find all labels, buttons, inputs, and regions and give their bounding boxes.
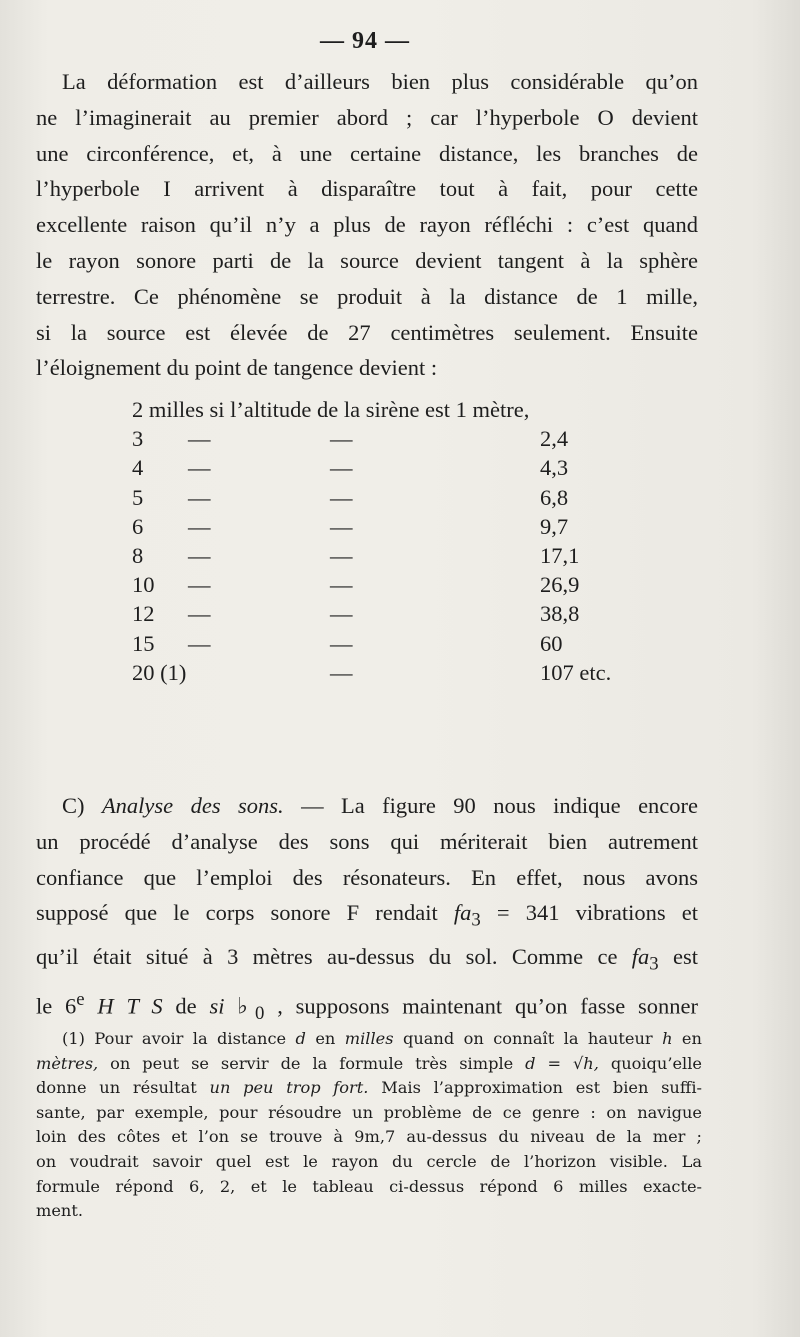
paragraph-analyse-des-sons [36, 788, 698, 1032]
altitude-value: 2,4 [540, 426, 569, 452]
text-fragment: supposé que le corps sonore F rendait [36, 900, 438, 926]
note-name: fa [453, 900, 472, 926]
footnote-line [36, 1076, 702, 1101]
text-line: l’hyperbole I arrivent à disparaître tout à fait, pour cette [36, 176, 698, 202]
note-name: si [209, 993, 225, 1019]
octave-index: 3 [649, 953, 659, 975]
ditto-mark: — [188, 455, 211, 481]
ditto-mark: — [330, 455, 353, 481]
ditto-mark: — [188, 484, 211, 510]
text-fragment: = 341 vibrations et [496, 900, 698, 926]
table-row [132, 543, 652, 572]
footnote [36, 1027, 702, 1224]
miles-value: 10 [132, 572, 155, 598]
footnote-line: on voudrait savoir quel est le rayon du cercle de l’horizon visible. La [36, 1151, 702, 1171]
hts-abbreviation: H T S [97, 993, 163, 1019]
section-heading: Analyse des sons. [101, 793, 284, 818]
altitude-value: 9,7 [540, 513, 569, 539]
text-fragment: quoiqu’elle [610, 1053, 702, 1073]
ditto-mark: — [330, 484, 353, 510]
miles-value: 8 [132, 542, 144, 568]
text-line [36, 982, 698, 1032]
table-row [132, 631, 652, 660]
ditto-mark: — [188, 513, 211, 539]
altitude-value: 107 etc. [540, 659, 612, 685]
table-first-row-text: 2 milles si l’altitude de la sirène est 1 mètre, [132, 397, 530, 422]
text-line: ne l’imaginerait au premier abord ; car l’hyperbole O devient [36, 104, 698, 130]
miles-value: 3 [132, 426, 144, 452]
text-fragment: en [315, 1029, 336, 1048]
text-fragment: qu’il était situé à 3 mètres au-dessus du sol. Comme ce [36, 943, 618, 969]
ditto-mark: — [188, 572, 211, 598]
text-fragment: le 6 [36, 993, 77, 1019]
footnote-line: formule répond 6, 2, et le tableau ci-dessus répond 6 milles exacte- [36, 1176, 702, 1196]
ditto-mark: — [188, 630, 211, 656]
ditto-mark: — [330, 630, 353, 656]
text-line: excellente raison qu’il n’y a plus de rayon réfléchi : c’est quand [36, 212, 698, 238]
ditto-mark: — [330, 542, 353, 568]
section-letter: C) [62, 793, 85, 818]
table-row [132, 514, 652, 543]
text-line: La déformation est d’ailleurs bien plus considérable qu’on [62, 69, 698, 94]
miles-value: 6 [132, 513, 144, 539]
table-row [132, 426, 652, 455]
text-fragment: quand on connaît la hauteur [402, 1029, 653, 1048]
altitude-value: 60 [540, 630, 563, 656]
ditto-mark: — [188, 542, 211, 568]
variable-d: d [295, 1029, 306, 1048]
ditto-mark: — [330, 601, 353, 627]
altitude-value: 26,9 [540, 572, 580, 598]
text-fragment: Mais l’approximation est bien suffi- [381, 1078, 703, 1098]
paragraph-deformation [36, 64, 698, 386]
distance-altitude-table [132, 397, 652, 689]
italic-phrase: un peu trop fort. [209, 1078, 369, 1098]
text-line: le rayon sonore parti de la source devient tangent à la sphère [36, 247, 698, 273]
miles-value: 15 [132, 630, 155, 656]
table-row [132, 660, 652, 689]
footnote-line [36, 1027, 702, 1052]
text-fragment: est [673, 943, 699, 969]
miles-value: 20 (1) [132, 659, 187, 685]
flat-symbol: ♭ [237, 993, 256, 1019]
text-line [36, 895, 698, 938]
text-fragment: donne un résultat [36, 1078, 197, 1098]
altitude-value: 17,1 [540, 542, 580, 568]
table-row [132, 455, 652, 484]
ditto-mark: — [330, 572, 353, 598]
text-line [36, 939, 698, 982]
text-line: une circonférence, et, à une certaine distance, les branches de [36, 140, 698, 166]
ditto-mark: — [330, 513, 353, 539]
miles-value: 12 [132, 601, 155, 627]
text-line: un procédé d’analyse des sons qui mériterait bien autrement [36, 828, 698, 854]
altitude-value: 6,8 [540, 484, 569, 510]
formula: d = √h, [525, 1053, 599, 1073]
miles-value: 5 [132, 484, 144, 510]
octave-index: 3 [471, 909, 481, 931]
ditto-mark: — [188, 426, 211, 452]
text-fragment: en [681, 1029, 702, 1048]
text-line: terrestre. Ce phénomène se produit à la distance de 1 mille, [36, 283, 698, 309]
footnote-line: loin des côtes et l’on se trouve à 9m,7 au-dessus du niveau de la mer ; [36, 1127, 702, 1147]
text-line [36, 788, 698, 824]
text-line: si la source est élevée de 27 centimètres seulement. Ensuite [36, 319, 698, 345]
text-fragment: on peut se servir de la formule très simple [110, 1053, 514, 1073]
altitude-value: 38,8 [540, 601, 580, 627]
text-line: confiance que l’emploi des résonateurs. En effet, nous avons [36, 864, 698, 890]
page-number: — 94 — [320, 28, 410, 54]
ditto-mark: — [330, 659, 353, 685]
text-line: l’éloignement du point de tangence devient : [36, 355, 438, 381]
ditto-mark: — [188, 601, 211, 627]
footnote-line [36, 1052, 702, 1077]
table-row [132, 485, 652, 514]
variable-h: h [662, 1029, 673, 1048]
table-row [132, 601, 652, 630]
ordinal-suffix: e [76, 988, 85, 1010]
text-fragment: — La figure 90 nous indique encore [301, 793, 699, 818]
note-name: fa [631, 943, 650, 969]
footnote-line: sante, par exemple, pour résoudre un problème de ce genre : on navigue [36, 1102, 702, 1122]
text-fragment: de [175, 993, 197, 1019]
footnote-line: ment. [36, 1201, 84, 1221]
table-first-row [132, 397, 652, 426]
octave-index: 0 [255, 1002, 265, 1024]
italic-word: milles [344, 1029, 394, 1048]
italic-word: mètres, [36, 1053, 99, 1073]
ditto-mark: — [330, 426, 353, 452]
altitude-value: 4,3 [540, 455, 569, 481]
text-fragment: (1) Pour avoir la distance [62, 1029, 287, 1048]
miles-value: 4 [132, 455, 144, 481]
table-row [132, 572, 652, 601]
text-fragment: , supposons maintenant qu’on fasse sonner [277, 993, 698, 1019]
